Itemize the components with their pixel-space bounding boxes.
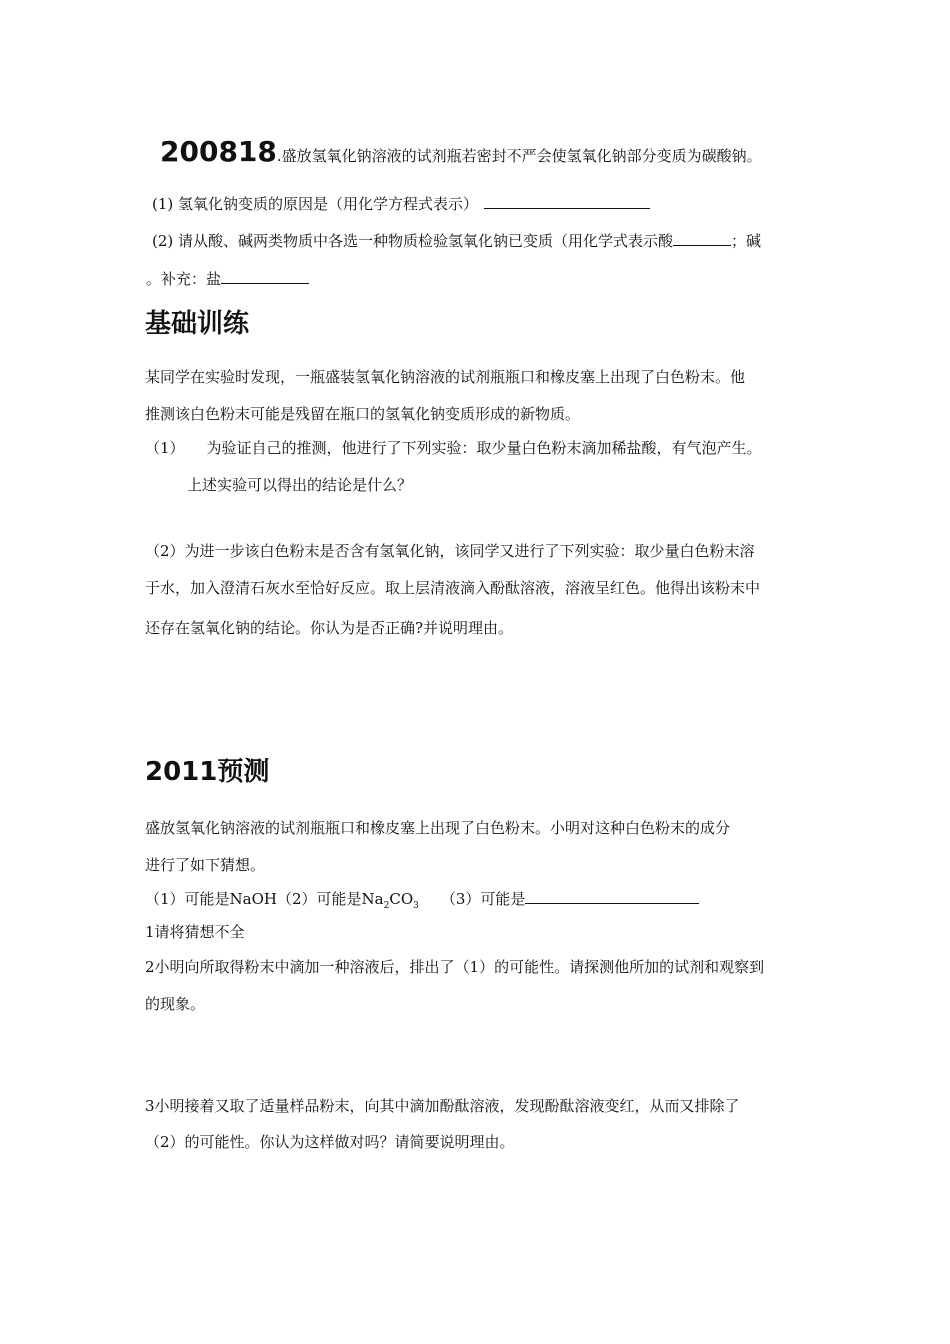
predict-guess-c: （3）可能是 <box>440 890 526 908</box>
predict-item2-l1: 2小明向所取得粉末中滴加一种溶液后，排出了（1）的可能性。请探测他所加的试剂和观察到 <box>145 958 765 976</box>
basic-q2-l3: 还存在氢氧化钠的结论。你认为是否正确?并说明理由。 <box>145 619 514 637</box>
basic-heading: 基础训练 <box>145 309 250 339</box>
q2008-number: 200818 <box>160 135 277 168</box>
predict-item3-l2: （2）的可能性。你认为这样做对吗？请简要说明理由。 <box>145 1133 515 1151</box>
basic-q1-text: 为验证自己的推测，他进行了下列实验：取少量白色粉末滴加稀盐酸，有气泡产生。 <box>206 439 762 457</box>
predict-item3-l1: 3小明接着又取了适量样品粉末，向其中滴加酚酞溶液，发现酚酞溶液变红，从而又排除了 <box>145 1097 740 1115</box>
q2008-part2-line <box>152 230 761 251</box>
q2008-part1-blank[interactable] <box>484 193 650 209</box>
q2008-acid-blank[interactable] <box>673 230 731 246</box>
predict-p1-l1: 盛放氢氧化钠溶液的试剂瓶瓶口和橡皮塞上出现了白色粉末。小明对这种白色粉末的成分 <box>145 819 731 837</box>
q2008-salt-blank[interactable] <box>221 268 309 284</box>
predict-heading: 2011预测 <box>145 757 270 787</box>
basic-q1-line <box>145 438 762 458</box>
basic-q1-number: （1） <box>145 439 185 457</box>
q2008-part2-cont-line <box>146 268 309 289</box>
q2008-stem-line <box>160 136 762 172</box>
predict-guess-line <box>145 888 699 909</box>
basic-q1-l2: 上述实验可以得出的结论是什么？ <box>187 476 413 494</box>
q2008-part2-c: 。补充：盐 <box>146 270 222 288</box>
predict-guess-a: （1）可能是NaOH（2）可能是Na <box>145 890 384 908</box>
predict-guess-sub: 2 <box>383 901 390 911</box>
predict-guess-b: CO <box>389 890 414 908</box>
basic-q2-l1: （2）为进一步该白色粉末是否含有氢氧化钠，该同学又进行了下列实验：取少量白色粉末溶 <box>145 542 755 560</box>
q2008-stem: .盛放氢氧化钠溶液的试剂瓶若密封不严会使氢氧化钠部分变质为碳酸钠。 <box>276 147 762 165</box>
predict-p1-l2: 进行了如下猜想。 <box>145 856 266 874</box>
basic-p1-l2: 推测该白色粉末可能是残留在瓶口的氢氧化钠变质形成的新物质。 <box>145 405 581 423</box>
q2008-part1-line <box>152 193 650 214</box>
predict-guess-sub2: 3 <box>413 901 419 911</box>
q2008-part2-b: ；碱 <box>731 232 762 250</box>
q2008-part1: (1) 氢氧化钠变质的原因是（用化学方程式表示） <box>152 195 479 213</box>
predict-item1: 1请将猜想不全 <box>145 923 245 941</box>
predict-guess-blank[interactable] <box>525 888 699 904</box>
basic-q2-l2: 于水，加入澄清石灰水至恰好反应。取上层清液滴入酚酞溶液，溶液呈红色。他得出该粉末中 <box>145 579 761 597</box>
predict-item2-l2: 的现象。 <box>145 995 206 1013</box>
basic-p1-l1: 某同学在实验时发现，一瓶盛装氢氧化钠溶液的试剂瓶瓶口和橡皮塞上出现了白色粉末。他 <box>145 368 746 386</box>
q2008-part2-a: (2) 请从酸、碱两类物质中各选一种物质检验氢氧化钠已变质（用化学式表示酸 <box>152 232 674 250</box>
